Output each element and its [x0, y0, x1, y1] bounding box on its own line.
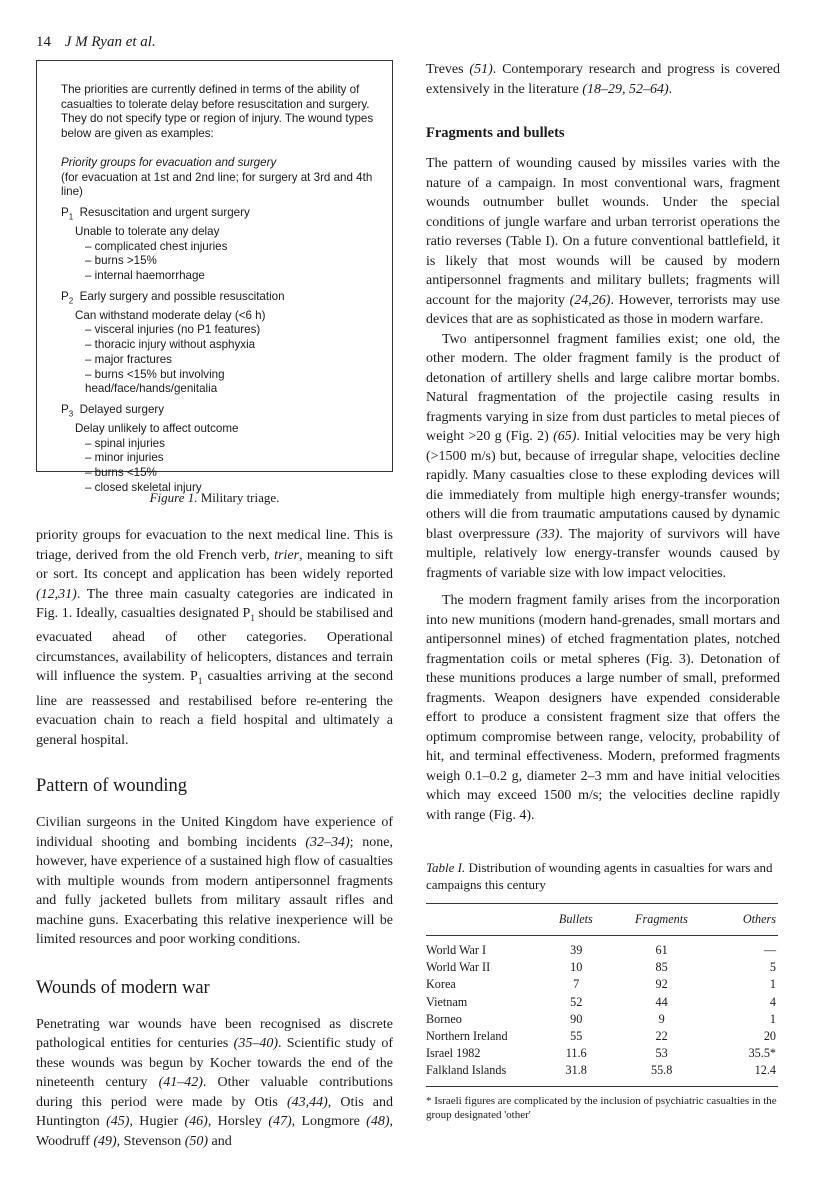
figure-1-subheading: (for evacuation at 1st and 2nd line; for surgery at 3rd and 4th line) [61, 170, 373, 199]
priority-item: – internal haemorrhage [85, 269, 205, 283]
text-run: Two antipersonnel fragment families exist; one old, the other modern. The older fragment family is the product of detonation of artillery shells and large calibre mortar bombs. Natural fragmentation of the projectile casing results in fragments varying in size from dust particles to metal pieces of weight >20 g (Fig. 2) [426, 331, 780, 444]
citation: (43,44) [286, 1094, 328, 1110]
priority-num: 1 [68, 212, 74, 222]
text-run: should be stabilised and evacuated ahead of other categories. Operational circumstances, availability of helicopters, distances and terrain will influence the system. P [36, 606, 393, 685]
table-row [426, 1062, 778, 1079]
triage-paragraph [36, 526, 393, 750]
fragments-paragraph-2 [426, 330, 780, 584]
modern-war-paragraph [36, 1015, 393, 1152]
table-cell: 53 [655, 1046, 668, 1061]
table-row [426, 1011, 778, 1028]
table-cell: 90 [570, 1011, 583, 1026]
citation: (49) [93, 1133, 117, 1149]
table-bottom-rule [426, 1086, 778, 1087]
text-run: Civilian surgeons in the United Kingdom have experience of individual shooting and bombing incidents [36, 815, 393, 850]
table-cell: Korea [426, 977, 456, 992]
table-cell: 10 [570, 960, 583, 975]
priority-item: – major fractures [85, 352, 172, 366]
subsection-heading-fragments-and-bullets: Fragments and bullets [426, 125, 565, 141]
table-row [426, 959, 778, 976]
priority-item: – thoracic injury without asphyxia [85, 338, 256, 352]
right-column [426, 60, 780, 1122]
text-run: , Woodruff [36, 1114, 393, 1149]
priority-item: – visceral injuries (no P1 features) [85, 323, 261, 337]
priority-title: Resuscitation and urgent surgery [79, 205, 250, 219]
citation: (41–42) [158, 1075, 203, 1091]
table-cell: 35.5* [748, 1046, 776, 1061]
text-run: priority groups for evacuation to the next medical line. This is triage, derived from the old French verb, [36, 528, 393, 563]
table-header-cell: Fragments [635, 912, 688, 926]
table-cell: 55.8 [650, 1063, 673, 1078]
table-1-caption-text: Distribution of wounding agents in casualties for wars and campaigns this century [426, 860, 773, 892]
table-cell: Northern Ireland [426, 1029, 508, 1044]
text-run: . Other valuable contributions during this period were made by Otis [36, 1075, 393, 1110]
text-run: , Otis and Huntington [36, 1094, 393, 1130]
figure-1-box [36, 60, 393, 494]
priority-group-p2 [61, 290, 376, 397]
text-run: casualties arriving at the second line are reassessed and restabilised before re-entering the evacuation chain to reach a field hospital and ultimately a general hospital. [36, 669, 393, 748]
table-1-caption [426, 859, 780, 893]
citation: (32–34) [305, 834, 350, 850]
citation: (18–29, 52–64) [582, 81, 669, 97]
text-run: The pattern of wounding caused by missiles varies with the nature of a campaign. In most conventional wars, fragment wounds outnumber bullet wounds. Under the special conditions of jungle warfare and urban terrorist operations the ratio reverses (Table I). On a future conventional battlefield, it is likely that most wounds will be caused by modern antipersonnel fragments and military bullets; fragments will account for the majority [426, 156, 780, 308]
italic-term: trier [274, 547, 300, 563]
table-cell: World War I [426, 943, 487, 957]
text-run: , Horsley [207, 1114, 269, 1130]
table-cell: 39 [570, 943, 583, 957]
priority-group-p3 [61, 403, 376, 496]
table-header-cell: Others [742, 912, 776, 926]
text-run: ; none, however, have experience of a sustained high flow of casualties with multiple wounds from modern antipersonnel fragments and fully jacketed bullets from military assault rifles and machine guns. Exacerbating this relative inexperience will be limited resources and poor working conditions. [36, 834, 393, 948]
table-cell: Vietnam [426, 994, 468, 1009]
text-run: and [208, 1133, 232, 1149]
pattern-paragraph [36, 813, 393, 950]
table-row [426, 976, 778, 993]
table-1-body [426, 942, 778, 1080]
table-cell: Borneo [426, 1011, 462, 1026]
table-cell: World War II [426, 960, 491, 975]
priority-num: 3 [68, 409, 74, 419]
priority-item: – burns <15% [85, 466, 157, 480]
section-heading-wounds-of-modern-war: Wounds of modern war [36, 977, 210, 998]
running-head [36, 34, 156, 51]
text-run: . The three main casualty categories are indicated in Fig. 1. Ideally, casualties designated P [36, 586, 393, 621]
table-cell: 31.8 [565, 1063, 587, 1078]
priority-code: P [61, 205, 69, 219]
figure-1-caption-label: Figure 1. [149, 490, 198, 505]
text-run: . Contemporary research and progress is covered extensively in the literature [426, 62, 780, 97]
table-cell: 12.4 [754, 1063, 776, 1078]
citation: (65) [553, 429, 577, 444]
citation: (33) [536, 526, 560, 542]
priority-group-p1 [61, 206, 376, 284]
text-run: , Stevenson [116, 1133, 185, 1149]
table-cell: 85 [655, 960, 668, 975]
priority-title: Early surgery and possible resuscitation [79, 289, 285, 303]
citation: (12,31) [36, 586, 77, 602]
table-header-cell: Bullets [558, 912, 593, 926]
priority-code: P [61, 289, 69, 303]
figure-1-intro: The priorities are currently defined in terms of the ability of casualties to tolerate delay before resuscitation and surgery. They do not specify type or region of injury. The wound types below are given as examples: [61, 83, 374, 141]
table-1-caption-label: Table I. [426, 860, 466, 875]
table-cell: 20 [763, 1029, 776, 1044]
priority-item: – complicated chest injuries [85, 239, 228, 253]
figure-1-heading: Priority groups for evacuation and surgery [61, 155, 277, 169]
table-cell: 44 [655, 994, 668, 1009]
subscript: 1 [250, 612, 255, 623]
table-cell: — [763, 943, 776, 957]
text-run: . Initial velocities may be very high (>1500 m/s) but, because of irregular shape, velocities decline rapidly. Many casualties close to these exploding devices will die immediately from multiple high energy-transfer wounds; others will die from traumatic amputations caused by dynamic blast overpressure [426, 429, 780, 542]
table-cell: 5 [769, 960, 776, 975]
table-cell: 92 [655, 977, 668, 992]
table-cell: 61 [655, 943, 668, 957]
text-run: . However, terrorists may use devices that are as sophisticated as those in modern warfare. [426, 292, 780, 327]
table-cell: 9 [658, 1011, 665, 1026]
priority-item: – closed skeletal injury [85, 480, 202, 494]
table-cell: 1 [769, 977, 776, 992]
table-cell: 7 [573, 977, 580, 992]
text-run: Treves [426, 62, 470, 77]
table-row [426, 942, 778, 959]
text-run: , Hugier [129, 1114, 185, 1130]
page-number: 14 [36, 34, 51, 50]
table-cell: 1 [769, 1011, 776, 1026]
table-cell: Israel 1982 [426, 1046, 481, 1061]
citation: (45) [106, 1114, 130, 1130]
section-heading-pattern-of-wounding: Pattern of wounding [36, 776, 188, 797]
text-run: . [668, 81, 673, 97]
text-run: Penetrating war wounds have been recognised as discrete pathological entities for centuries [36, 1016, 393, 1052]
fragments-paragraph-3: The modern fragment family arises from the incorporation into new munitions (modern hand-grenades, small mortars and antipersonnel mines) of etched fragmentation plates, notched fragmentation coils or metal spheres (Fig. 3). Detonation of these munitions produces a large number of small, preformed fragments. Weapon designers have expended considerable effort to produce a consistent fragment size that offers the optimum compromise between range, velocity, probability of hit, and terminal effectiveness. Modern, preformed fragments weigh 0.1–0.2 g, diameter 2–3 mm and have initial velocities which may exceed 1500 m/s; the velocities decline rapidly with range (Fig. 4). [426, 593, 780, 823]
left-column [36, 60, 393, 1151]
priority-tolerance: Unable to tolerate any delay [75, 224, 220, 238]
citation: (46) [184, 1114, 208, 1130]
priority-item: – minor injuries [85, 451, 164, 465]
table-cell: 55 [570, 1029, 583, 1044]
priority-code: P [61, 402, 69, 416]
treves-paragraph [426, 60, 780, 99]
priority-title: Delayed surgery [79, 402, 165, 416]
text-run: . Scientific study of these wounds was begun by Kocher towards the end of the nineteenth century [36, 1036, 393, 1091]
table-cell: Falkland Islands [426, 1063, 507, 1078]
table-1 [426, 904, 778, 935]
table-header-row [426, 904, 778, 935]
priority-tolerance: Can withstand moderate delay (<6 h) [75, 308, 266, 322]
table-header-rule [426, 935, 778, 936]
text-run: , meaning to sift or sort. Its concept and application has been widely reported [36, 547, 393, 582]
priority-item: – burns >15% [85, 254, 157, 268]
priority-item: – burns <15% but involving [85, 367, 225, 381]
table-row [426, 1045, 778, 1062]
table-cell: 52 [570, 994, 583, 1009]
running-head-authors: J M Ryan et al. [64, 34, 156, 50]
table-1-footnote: * Israeli figures are complicated by the inclusion of psychiatric casualties in the group designated 'other' [426, 1094, 777, 1121]
text-run: . The majority of survivors will have multiple, relatively low energy-transfer wounds caused by fragments of variable size with low impact velocities. [426, 526, 781, 581]
citation: (50) [184, 1133, 209, 1149]
citation: (48) [366, 1114, 390, 1130]
priority-item: head/face/hands/genitalia [85, 382, 218, 396]
text-run: , Longmore [291, 1114, 367, 1130]
table-row [426, 1028, 778, 1045]
fragments-paragraph-1 [426, 154, 780, 330]
priority-item: – spinal injuries [85, 436, 165, 450]
citation: (35–40) [233, 1036, 278, 1052]
table-row [426, 994, 778, 1011]
citation: (51) [469, 62, 493, 77]
priority-tolerance: Delay unlikely to affect outcome [75, 422, 239, 435]
table-cell: 11.6 [565, 1046, 587, 1061]
citation: (24,26) [569, 292, 611, 308]
priority-num: 2 [68, 296, 74, 306]
figure-1-caption-text: Military triage. [200, 490, 280, 505]
table-header-cell [426, 904, 545, 935]
table-cell: 22 [655, 1029, 668, 1044]
citation: (47) [268, 1114, 292, 1130]
table-cell: 4 [769, 994, 776, 1009]
subscript: 1 [197, 676, 203, 687]
